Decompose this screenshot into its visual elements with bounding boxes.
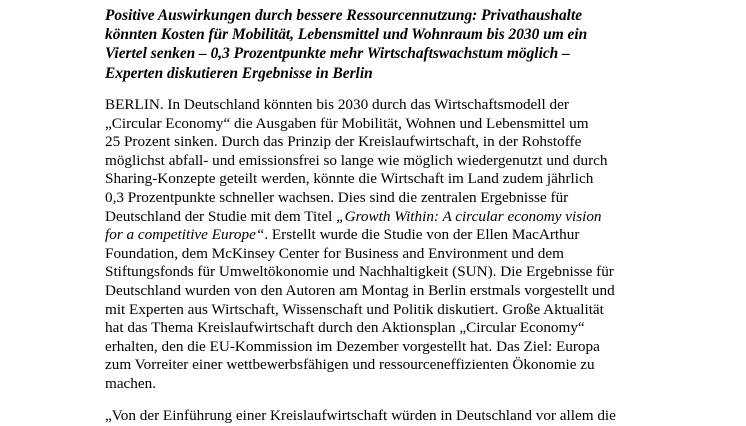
study-title-cont: for a competitive Europe“ bbox=[105, 226, 265, 244]
study-title: „Growth Within: A circular economy vision bbox=[336, 207, 602, 225]
lead-paragraph bbox=[105, 6, 665, 83]
body-line: 25 Prozent sinken. Durch das Prinzip der Kreislaufwirtschaft, in der Rohstoffe bbox=[105, 133, 582, 151]
body-paragraph bbox=[105, 96, 665, 394]
body-line bbox=[105, 226, 665, 245]
body-line: „Circular Economy“ die Ausgaben für Mobilität, Wohnen und Lebensmittel um bbox=[105, 114, 589, 132]
next-paragraph-start: „Von der Einführung einer Kreislaufwirtschaft würden in Deutschland vor allem die bbox=[105, 407, 616, 424]
body-line: hat das Thema Kreislaufwirtschaft durch den Aktionsplan „Circular Economy“ bbox=[105, 319, 585, 337]
body-line: zum Vorreiter einer wettbewerbsfähigen und ressourceneffizienten Ökonomie zu bbox=[105, 356, 595, 374]
body-line: mit Experten aus Wirtschaft, Wissenschaft und Politik diskutiert. Große Aktualität bbox=[105, 300, 604, 318]
body-text-run: . Erstellt wurde die Studie von der Ellen MacArthur bbox=[264, 226, 580, 244]
body-line: erhalten, den die EU-Kommission im Dezember vorgestellt hat. Das Ziel: Europa bbox=[105, 337, 600, 355]
body-line: Stiftungsfonds für Umweltökonomie und Nachhaltigkeit (SUN). Die Ergebnisse für bbox=[105, 263, 614, 281]
lead-line: Experten diskutieren Ergebnisse in Berlin bbox=[105, 64, 373, 82]
body-line bbox=[105, 208, 665, 227]
body-line: Foundation, dem McKinsey Center for Business and Environment und dem bbox=[105, 244, 564, 262]
lead-line: Viertel senken – 0,3 Prozentpunkte mehr Wirtschaftswachstum möglich – bbox=[105, 45, 570, 63]
lead-line: könnten Kosten für Mobilität, Lebensmittel und Wohnraum bis 2030 um ein bbox=[105, 26, 588, 44]
body-line: Sharing-Konzepte geteilt werden, könnte die Wirtschaft im Land zudem jährlich bbox=[105, 170, 594, 188]
body-line: 0,3 Prozentpunkte schneller wachsen. Dies sind die zentralen Ergebnisse für bbox=[105, 188, 569, 206]
body-line: möglichst abfall- und emissionsfrei so lange wie möglich wiedergenutzt und durch bbox=[105, 151, 608, 169]
body-line: machen. bbox=[105, 374, 157, 392]
body-line: Deutschland wurden von den Autoren am Montag in Berlin erstmals vorgestellt und bbox=[105, 281, 615, 299]
lead-line: Positive Auswirkungen durch bessere Ressourcennutzung: Privathaushalte bbox=[105, 7, 583, 24]
body-line: BERLIN. In Deutschland könnten bis 2030 durch das Wirtschaftsmodell der bbox=[105, 96, 569, 113]
body-text-run: Deutschland der Studie mit dem Titel bbox=[105, 207, 337, 225]
